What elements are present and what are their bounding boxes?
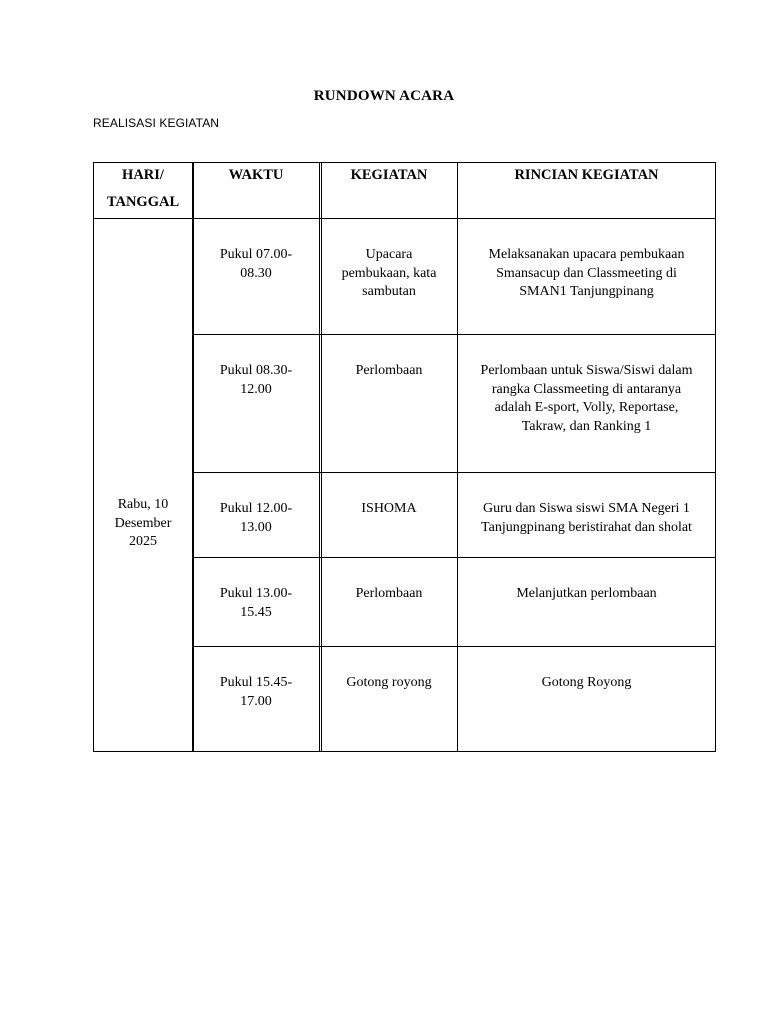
row-3-rincian-line-2: Tanjungpinang beristirahat dan sholat: [481, 519, 692, 535]
row-3-bottom-border: [193, 557, 716, 558]
row-4-waktu-line-1: Pukul 13.00-: [219, 586, 293, 601]
header-rincian-kegiatan: RINCIAN KEGIATAN: [514, 167, 659, 183]
table-right-border: [715, 162, 716, 752]
header-tanggal-line: TANGGAL: [106, 194, 180, 210]
row-3-waktu: [193, 500, 319, 537]
row-1-kegiatan-line-2: pembukaan, kata: [341, 265, 437, 281]
row-4-kegiatan: [321, 585, 457, 604]
row-1-kegiatan-line-1: Upacara: [365, 247, 413, 262]
row-1-rincian-line-3: SMAN1 Tanjungpinang: [519, 284, 654, 299]
row-5-waktu-line-1: Pukul 15.45-: [219, 675, 293, 690]
section-label: REALISASI KEGIATAN: [93, 116, 220, 130]
row-2-rincian: [458, 362, 715, 436]
rundown-table: [93, 162, 716, 752]
date-line-1: Rabu, 10: [117, 497, 169, 512]
date-line-3: 2025: [129, 534, 157, 549]
row-2-kegiatan: [321, 362, 457, 381]
header-waktu: WAKTU: [228, 167, 284, 183]
row-1-waktu-line-2: 08.30: [240, 265, 272, 281]
row-2-waktu: [193, 362, 319, 399]
row-3-rincian: [458, 500, 715, 537]
col-divider-waktu-kegiatan: [319, 162, 320, 752]
row-1-kegiatan: [321, 246, 457, 302]
row-1-kegiatan-line-3: sambutan: [362, 284, 416, 299]
row-2-waktu-line-1: Pukul 08.30-: [219, 363, 293, 378]
row-2-bottom-border: [193, 472, 716, 473]
row-3-waktu-line-2: 13.00: [240, 519, 272, 535]
row-5-waktu: [193, 674, 319, 711]
row-5-kegiatan: [321, 674, 457, 693]
row-4-waktu: [193, 585, 319, 622]
row-2-rincian-line-2: rangka Classmeeting di antaranya: [491, 381, 682, 397]
header-hari-tanggal: [93, 162, 193, 216]
row-2-waktu-line-2: 12.00: [240, 381, 272, 397]
row-1-rincian-line-1: Melaksanakan upacara pembukaan: [488, 247, 685, 262]
row-3-kegiatan: [321, 500, 457, 519]
row-1-waktu-line-1: Pukul 07.00-: [219, 247, 293, 262]
row-3-kegiatan-line-1: ISHOMA: [361, 501, 417, 516]
row-4-bottom-border: [193, 646, 716, 647]
row-2-kegiatan-line-1: Perlombaan: [355, 363, 423, 378]
row-5-waktu-line-2: 17.00: [240, 693, 272, 709]
row-1-rincian: [458, 246, 715, 302]
table-bottom-border: [93, 751, 716, 752]
header-kegiatan: KEGIATAN: [350, 167, 428, 183]
date-line-2: Desember: [114, 515, 172, 531]
row-5-rincian: [458, 674, 715, 693]
row-2-rincian-line-4: Takraw, dan Ranking 1: [521, 418, 652, 434]
row-5-rincian-line-1: Gotong Royong: [541, 675, 632, 690]
row-1-waktu: [193, 246, 319, 283]
row-4-rincian: [458, 585, 715, 604]
document-title: RUNDOWN ACARA: [313, 88, 455, 104]
row-1-bottom-border: [193, 334, 716, 335]
row-1-rincian-line-2: Smansacup dan Classmeeting di: [496, 265, 677, 281]
row-2-rincian-line-1: Perlombaan untuk Siswa/Siswi dalam: [480, 363, 693, 378]
row-2-rincian-line-3: adalah E-sport, Volly, Reportase,: [494, 400, 679, 415]
date-cell: [93, 496, 193, 552]
row-5-kegiatan-line-1: Gotong royong: [346, 675, 432, 690]
row-4-waktu-line-2: 15.45: [240, 604, 272, 620]
row-3-waktu-line-1: Pukul 12.00-: [219, 501, 293, 516]
row-4-kegiatan-line-1: Perlombaan: [355, 586, 423, 601]
header-bottom-border: [93, 218, 716, 219]
header-hari-line: HARI/: [122, 167, 164, 183]
row-3-rincian-line-1: Guru dan Siswa siswi SMA Negeri 1: [483, 501, 690, 516]
row-4-rincian-line-1: Melanjutkan perlombaan: [516, 586, 657, 601]
table-left-border: [93, 162, 94, 752]
